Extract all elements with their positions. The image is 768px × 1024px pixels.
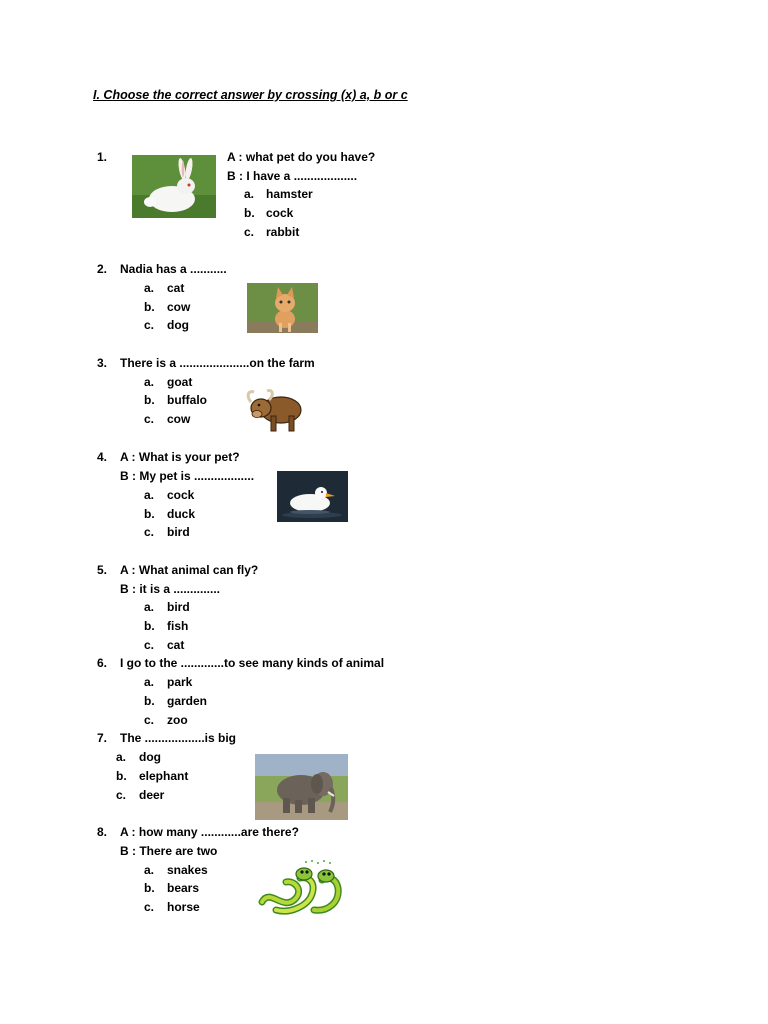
question-line: I go to the .............to see many kinds of animal: [120, 656, 385, 670]
option-text[interactable]: dog: [139, 750, 161, 764]
option-letter: c.: [144, 638, 155, 652]
option-letter: a.: [144, 600, 155, 614]
option-text[interactable]: garden: [167, 694, 208, 708]
option-text[interactable]: bird: [167, 525, 190, 539]
option-text[interactable]: elephant: [139, 769, 189, 783]
option-letter: b.: [144, 619, 155, 633]
option-letter: b.: [144, 300, 155, 314]
kitten-icon: [247, 283, 318, 333]
option-letter: a.: [244, 187, 255, 201]
option-letter: a.: [116, 750, 127, 764]
snakes-icon: [256, 858, 348, 916]
option-letter: a.: [144, 488, 155, 502]
option-text[interactable]: cock: [266, 206, 294, 220]
question-line: B : There are two: [120, 844, 218, 858]
option-text[interactable]: zoo: [167, 713, 188, 727]
option-letter: b.: [144, 507, 155, 521]
option-letter: a.: [144, 675, 155, 689]
question-line: The ..................is big: [120, 731, 237, 745]
option-text[interactable]: cow: [167, 300, 191, 314]
option-text[interactable]: cat: [167, 638, 185, 652]
question-line: B : My pet is ..................: [120, 469, 255, 483]
question-number: 1.: [97, 150, 108, 164]
instruction-title: I. Choose the correct answer by crossing (x) a, b or c: [93, 88, 408, 102]
option-letter: c.: [244, 225, 255, 239]
option-text[interactable]: duck: [167, 507, 196, 521]
question-line: A : What is your pet?: [120, 450, 240, 464]
option-letter: c.: [144, 713, 155, 727]
option-text[interactable]: snakes: [167, 863, 208, 877]
option-letter: b.: [116, 769, 127, 783]
option-text[interactable]: buffalo: [167, 393, 207, 407]
option-text[interactable]: deer: [139, 788, 165, 802]
option-text[interactable]: hamster: [266, 187, 313, 201]
option-letter: c.: [144, 318, 155, 332]
option-letter: b.: [144, 881, 155, 895]
option-text[interactable]: park: [167, 675, 193, 689]
option-text[interactable]: horse: [167, 900, 200, 914]
question-number: 7.: [97, 731, 108, 745]
option-text[interactable]: bears: [167, 881, 200, 895]
option-letter: c.: [144, 900, 155, 914]
option-letter: a.: [144, 863, 155, 877]
option-text[interactable]: rabbit: [266, 225, 300, 239]
question-number: 6.: [97, 656, 108, 670]
question-line: A : how many ............are there?: [120, 825, 299, 839]
option-letter: b.: [144, 393, 155, 407]
option-text[interactable]: fish: [167, 619, 189, 633]
question-number: 5.: [97, 563, 108, 577]
option-letter: c.: [144, 412, 155, 426]
option-letter: b.: [144, 694, 155, 708]
question-number: 4.: [97, 450, 108, 464]
option-text[interactable]: cat: [167, 281, 185, 295]
option-letter: c.: [116, 788, 127, 802]
option-text[interactable]: goat: [167, 375, 193, 389]
duck-icon: [277, 471, 348, 522]
question-line: A : what pet do you have?: [227, 150, 376, 164]
rabbit-icon: [132, 155, 216, 218]
option-text[interactable]: cock: [167, 488, 195, 502]
option-letter: a.: [144, 281, 155, 295]
option-letter: b.: [244, 206, 255, 220]
question-number: 3.: [97, 356, 108, 370]
option-text[interactable]: bird: [167, 600, 190, 614]
question-line: There is a .....................on the farm: [120, 356, 315, 370]
option-text[interactable]: dog: [167, 318, 189, 332]
buffalo-icon: [245, 386, 307, 434]
question-number: 8.: [97, 825, 108, 839]
option-letter: a.: [144, 375, 155, 389]
question-line: B : it is a ..............: [120, 582, 221, 596]
question-line: A : What animal can fly?: [120, 563, 259, 577]
option-letter: c.: [144, 525, 155, 539]
question-line: B : I have a ...................: [227, 169, 358, 183]
question-line: Nadia has a ...........: [120, 262, 227, 276]
option-text[interactable]: cow: [167, 412, 191, 426]
elephant-icon: [255, 754, 348, 820]
question-number: 2.: [97, 262, 108, 276]
